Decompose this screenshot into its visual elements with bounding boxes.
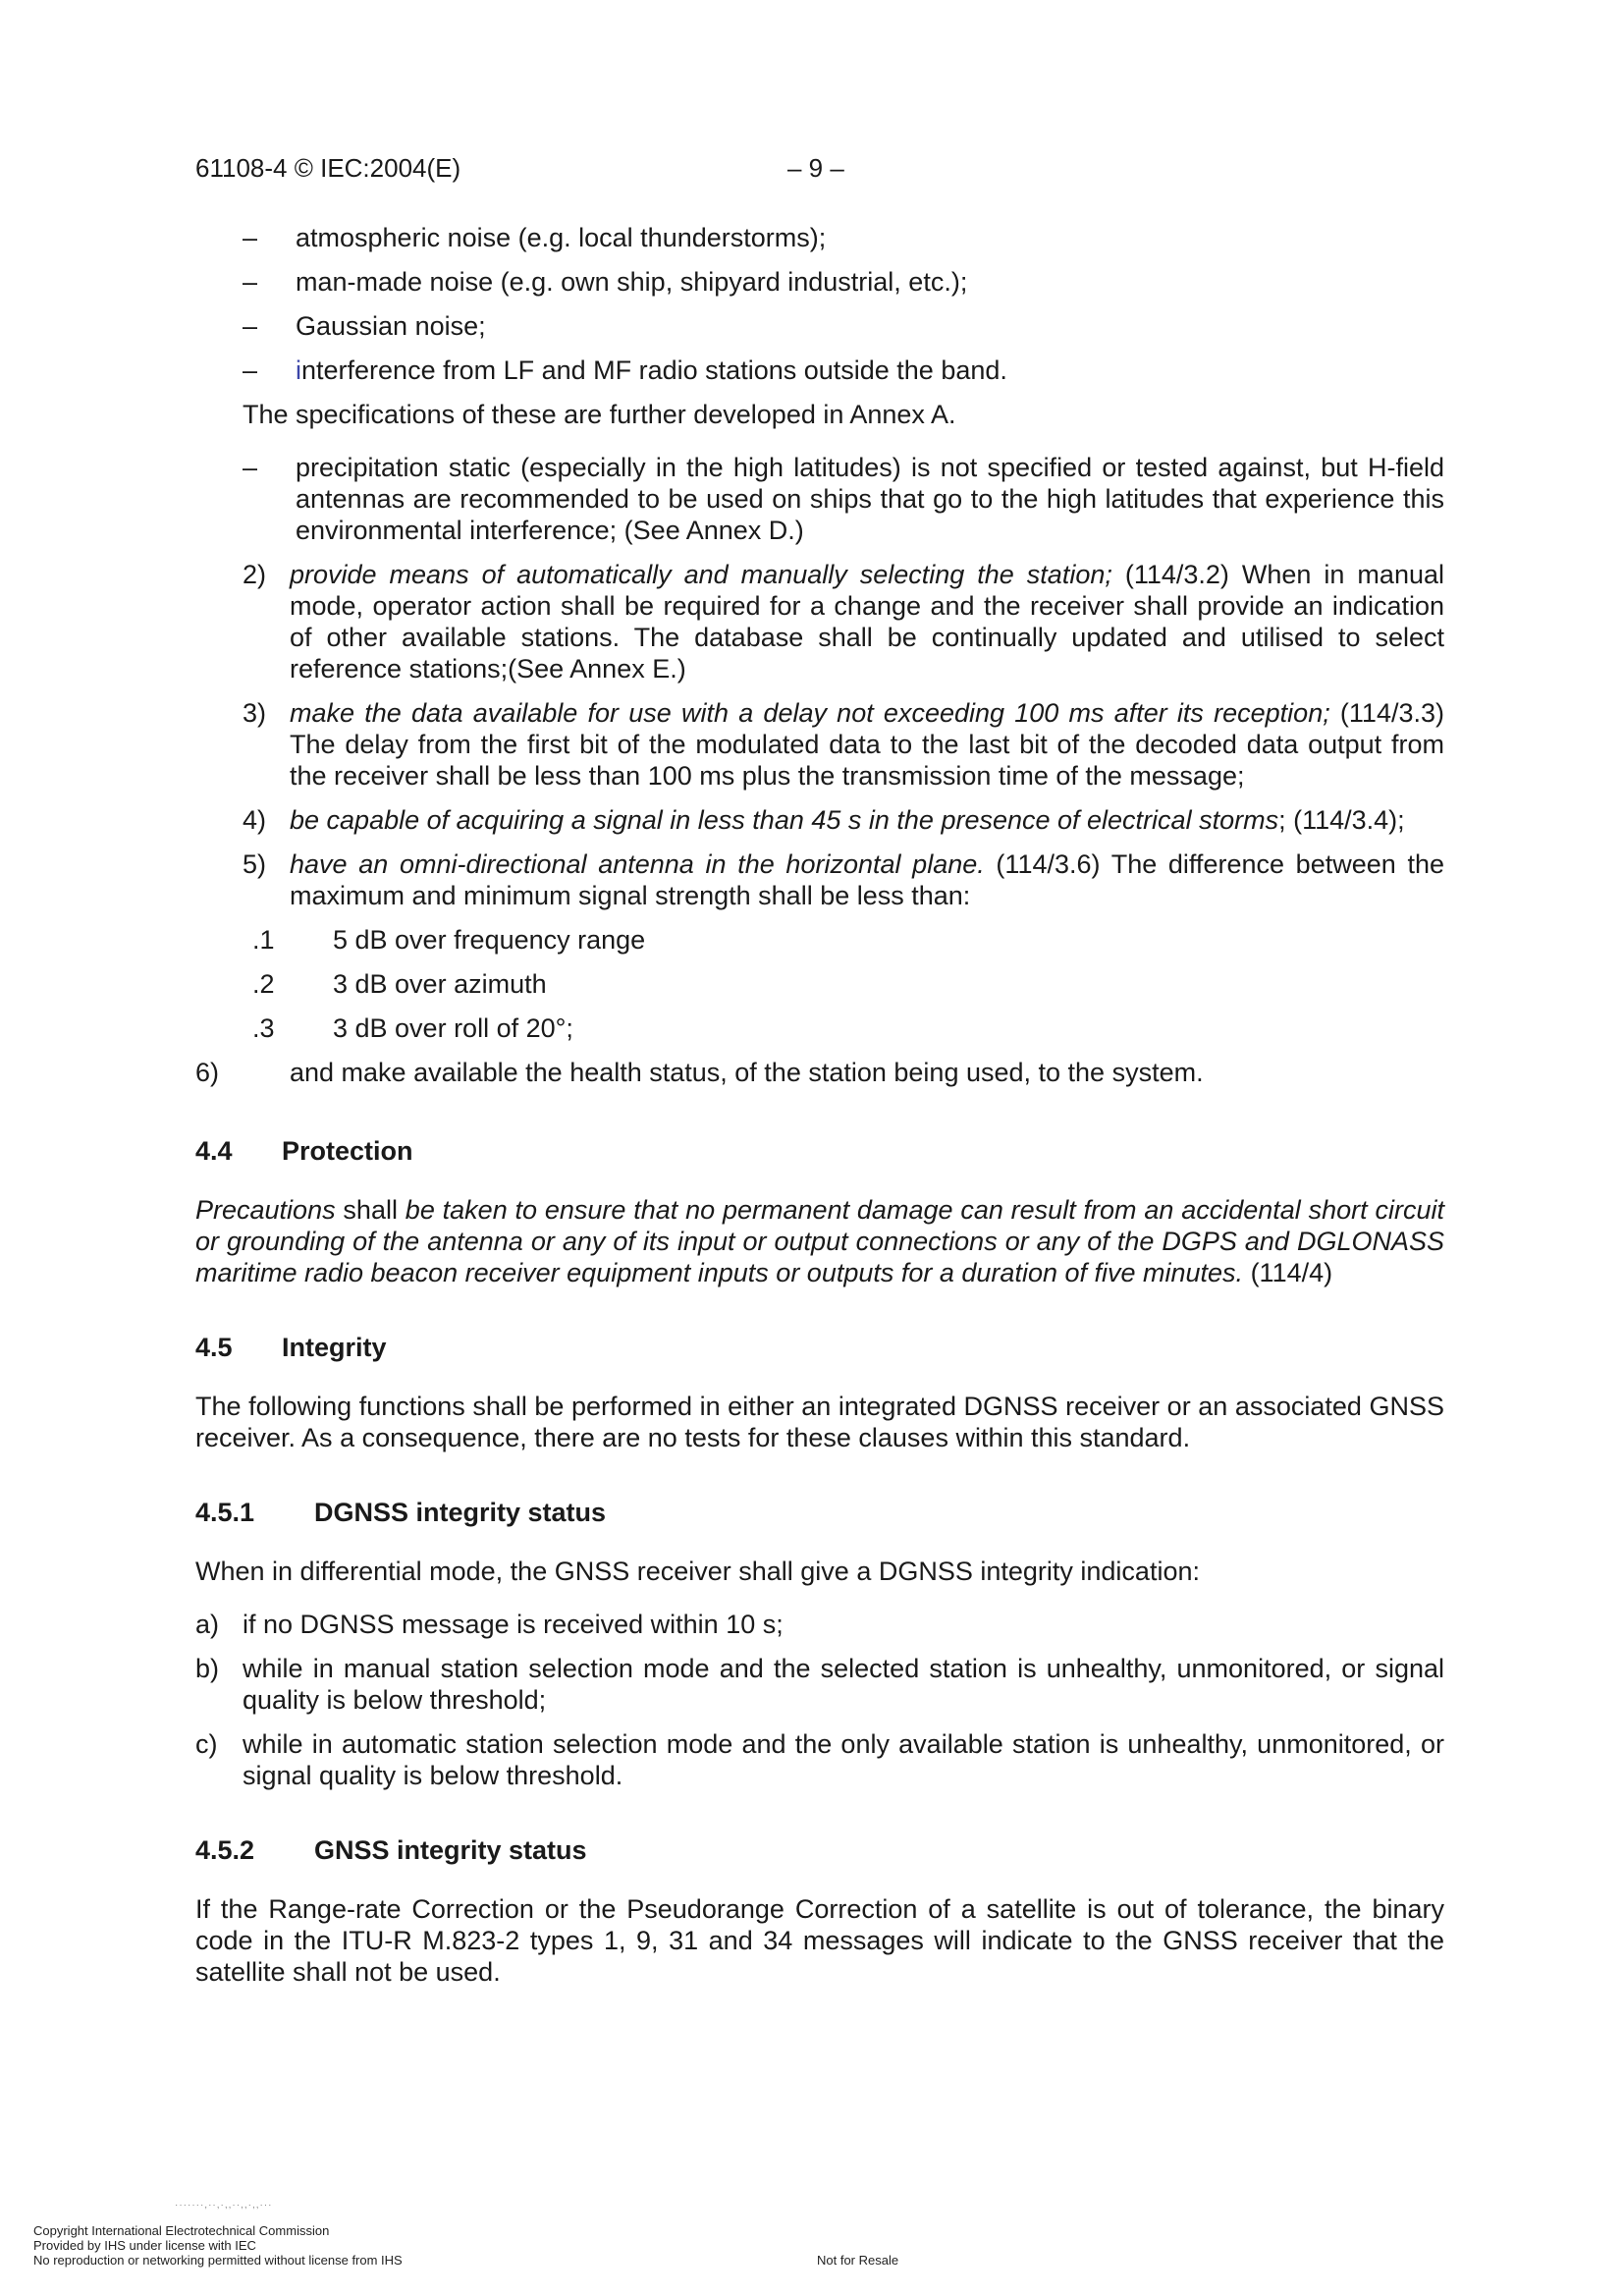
- list-marker: –: [243, 223, 258, 252]
- explanation-text: (114/3.3) The delay from the first bit of the modulated data to the last bit of the decoded data output from the receiver shall be less than 100 ms plus the transmission time of the message;: [290, 698, 1444, 791]
- numbered-item: [195, 804, 1444, 836]
- section-title: Integrity: [282, 1333, 387, 1362]
- dgnss-intro-paragraph: When in differential mode, the GNSS receiver shall give a DGNSS integrity indication:: [195, 1557, 1200, 1586]
- list-item: [195, 1728, 1444, 1791]
- list-marker: a): [195, 1610, 220, 1639]
- footer-line: No reproduction or networking permitted without license from IHS: [33, 2253, 403, 2268]
- page-number: – 9 –: [787, 153, 844, 183]
- list-item-text: precipitation static (especially in the high latitudes) is not specified or tested against, but H-field antennas are recommended to be used on ships that go to the high latitudes that experience this environmental interference; (See Annex D.): [296, 453, 1444, 545]
- list-marker: .3: [252, 1013, 275, 1043]
- list-item-text: if no DGNSS message is received within 10 s;: [243, 1610, 784, 1639]
- sub-item: [195, 968, 1444, 1000]
- section-number: 4.5.1: [195, 1498, 255, 1527]
- list-item: [195, 1653, 1444, 1716]
- section-title: GNSS integrity status: [314, 1835, 587, 1865]
- list-item-text: while in manual station selection mode and the selected station is unhealthy, unmonitored, or signal quality is below threshold;: [243, 1654, 1444, 1715]
- protection-paragraph: [195, 1194, 1444, 1288]
- list-marker: –: [243, 311, 258, 341]
- list-item-text: atmospheric noise (e.g. local thunderstorms);: [296, 223, 827, 252]
- list-item-text: 5 dB over frequency range: [333, 925, 646, 955]
- list-item: [195, 222, 1444, 253]
- list-item: [195, 310, 1444, 342]
- list-marker: 3): [243, 698, 267, 728]
- list-item-precipitation: [195, 452, 1444, 546]
- requirement-text: have an omni-directional antenna in the horizontal plane.: [290, 849, 985, 879]
- section-heading-4-5: [195, 1332, 1444, 1363]
- spec-note: The specifications of these are further developed in Annex A.: [243, 400, 956, 429]
- list-marker: 4): [243, 805, 267, 835]
- list-item-text: 3 dB over roll of 20°;: [333, 1013, 573, 1043]
- integrity-paragraph: The following functions shall be performed in either an integrated DGNSS receiver or an associated GNSS receiver. As a consequence, there are no tests for these clauses within this standard.: [195, 1392, 1444, 1452]
- list-item-text: 3 dB over azimuth: [333, 969, 547, 999]
- numbered-item: [195, 848, 1444, 911]
- list-marker: c): [195, 1729, 218, 1759]
- plain-text: shall: [335, 1195, 406, 1225]
- list-marker: 5): [243, 849, 267, 879]
- list-item-text: Gaussian noise;: [296, 311, 486, 341]
- footer-line: Provided by IHS under license with IEC: [33, 2238, 256, 2253]
- page-body: [195, 222, 1444, 1988]
- requirement-text: provide means of automatically and manually selecting the station;: [290, 560, 1112, 589]
- list-marker: –: [243, 453, 258, 482]
- list-marker: 2): [243, 560, 267, 589]
- list-item-text: nterference from LF and MF radio stations outside the band.: [301, 355, 1007, 385]
- sub-item: [195, 1012, 1444, 1044]
- requirement-text: be capable of acquiring a signal in less than 45 s in the presence of electrical storms: [290, 805, 1279, 835]
- section-number: 4.5.2: [195, 1835, 255, 1865]
- scan-artifact: ·······,··,·,,··,,·,,···: [175, 2200, 273, 2211]
- section-heading-4-4: [195, 1135, 1444, 1167]
- list-item: [195, 266, 1444, 298]
- list-marker: b): [195, 1654, 220, 1683]
- list-marker: –: [243, 355, 258, 385]
- section-title: Protection: [282, 1136, 413, 1166]
- section-number: 4.4: [195, 1136, 233, 1166]
- numbered-item: [195, 559, 1444, 684]
- italic-text: Precautions: [195, 1195, 336, 1225]
- list-item-text: man-made noise (e.g. own ship, shipyard industrial, etc.);: [296, 267, 968, 297]
- numbered-item-6: [195, 1057, 1444, 1088]
- list-marker: .2: [252, 969, 275, 999]
- list-item-text: and make available the health status, of the station being used, to the system.: [290, 1058, 1204, 1087]
- list-marker: –: [243, 267, 258, 297]
- numbered-item: [195, 697, 1444, 792]
- list-marker: .1: [252, 925, 275, 955]
- list-item: [195, 1609, 1444, 1640]
- list-item-first-letter: i: [296, 355, 301, 385]
- explanation-text: ; (114/3.4);: [1278, 805, 1405, 835]
- copyright-footer: [33, 2223, 403, 2268]
- section-title: DGNSS integrity status: [314, 1498, 607, 1527]
- gnss-integrity-paragraph: If the Range-rate Correction or the Pseudorange Correction of a satellite is out of tolerance, the binary code in the ITU-R M.823-2 types 1, 9, 31 and 34 messages will indicate to the GNSS receiver that the satellite shall not be used.: [195, 1894, 1444, 1987]
- section-heading-4-5-1: [195, 1497, 1444, 1528]
- italic-text: be taken to ensure that no permanent damage can result from an accidental short circuit or grounding of the antenna or any of its input or output connections or any of the DGPS and DGLONASS maritime radio beacon receiver equipment inputs or outputs for a duration of five minutes.: [195, 1195, 1444, 1287]
- explanation-text: (114/3.6) The difference between the maximum and minimum signal strength shall be less than:: [290, 849, 1444, 910]
- requirement-text: make the data available for use with a delay not exceeding 100 ms after its reception;: [290, 698, 1330, 728]
- sub-item: [195, 924, 1444, 956]
- standard-reference: 61108-4 © IEC:2004(E): [195, 153, 461, 183]
- list-item-text: while in automatic station selection mode and the only available station is unhealthy, unmonitored, or signal quality is below threshold.: [243, 1729, 1444, 1790]
- section-number: 4.5: [195, 1333, 233, 1362]
- not-for-resale-label: Not for Resale: [817, 2253, 899, 2268]
- footer-line: Copyright International Electrotechnical Commission: [33, 2223, 330, 2238]
- list-item: [195, 355, 1444, 386]
- section-heading-4-5-2: [195, 1834, 1444, 1866]
- explanation-text: (114/3.2) When in manual mode, operator action shall be required for a change and the receiver shall provide an indication of other available stations. The database shall be continually updated and utilised to select reference stations;(See Annex E.): [290, 560, 1444, 683]
- list-marker: 6): [195, 1058, 220, 1087]
- plain-text: (114/4): [1243, 1258, 1333, 1287]
